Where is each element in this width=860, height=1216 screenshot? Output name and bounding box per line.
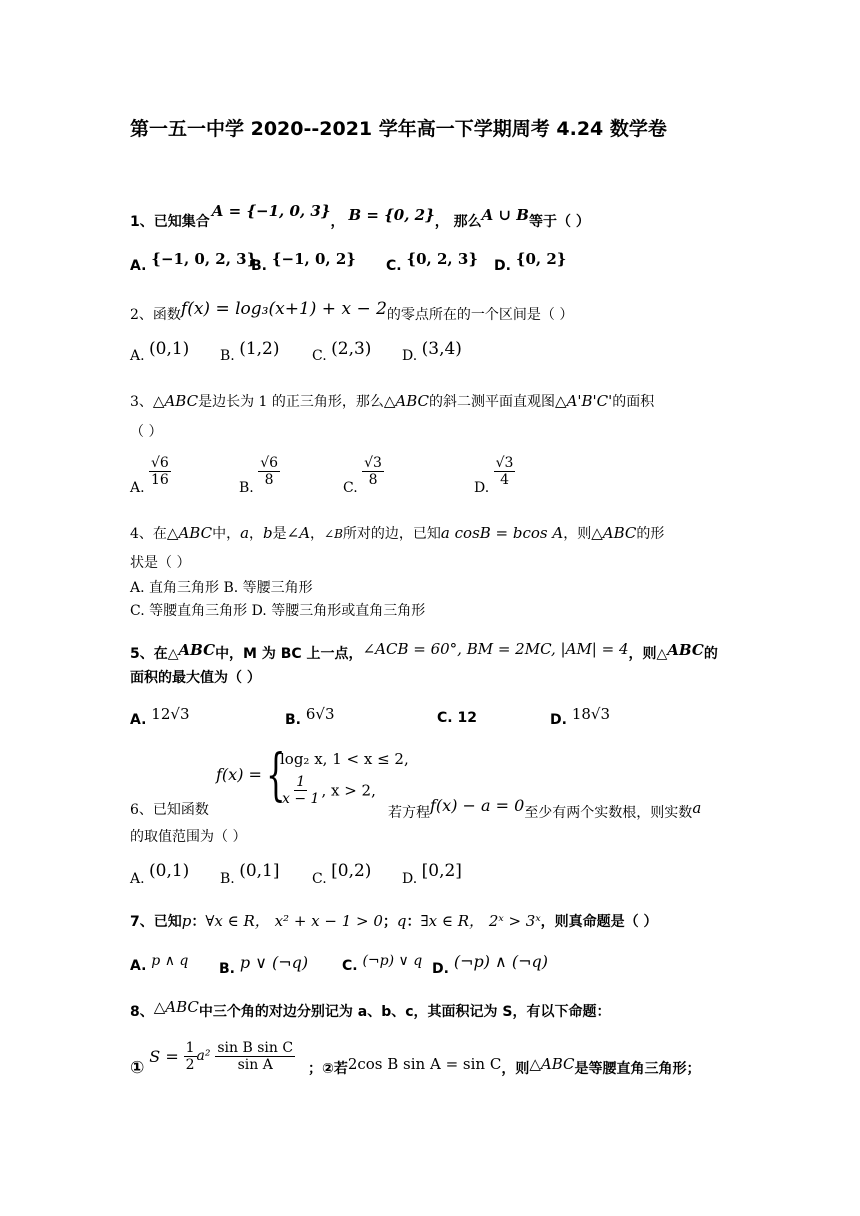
q3-triangle: △ABC: [152, 392, 199, 410]
q6-option-b: [220, 861, 280, 888]
q5-option-a: [130, 705, 190, 728]
q4-angle-b: ∠B: [324, 527, 343, 541]
q3-option-a: [130, 455, 171, 496]
option-fraction: [258, 455, 280, 488]
q4-text: 4、在: [130, 526, 167, 542]
option-letter: B.: [285, 712, 301, 728]
q8-sin-fraction: [215, 1040, 295, 1073]
q3-triangle-prime: △A'B'C': [555, 392, 613, 410]
q3-text: 是边长为 1 的正三角形，那么: [198, 394, 384, 410]
q4-text: ，: [249, 526, 264, 542]
q4-line2: 状是（ ）: [130, 555, 191, 571]
option-letter: C.: [343, 479, 358, 496]
q8-triangle: △ABC: [153, 998, 199, 1016]
option-letter: B.: [219, 961, 235, 977]
fraction-denominator: 8: [264, 472, 274, 489]
q7-option-a: [130, 953, 189, 974]
option-value: {0, 2, 3}: [406, 250, 478, 268]
q7-statement-q: ∃x ∈ R， 2ˣ > 3ˣ: [420, 912, 541, 930]
q3-triangle: △ABC: [383, 392, 430, 410]
q6-case-2: [280, 774, 376, 807]
fraction-denominator: 16: [151, 472, 169, 489]
option-value: [0,2): [331, 861, 372, 881]
q3-text: 的面积: [612, 394, 655, 410]
q3-option-b: [239, 455, 280, 496]
q7-var-p: p: [181, 912, 192, 930]
option-value: p ∧ q: [151, 953, 189, 969]
fraction-numerator: √3: [495, 455, 514, 471]
option-letter: B.: [220, 348, 235, 364]
option-value: (3,4): [421, 339, 462, 359]
fraction-numerator: √6: [260, 455, 279, 471]
q2-option-b: [220, 339, 280, 365]
fraction-denominator: 8: [368, 472, 378, 489]
q1-set-a: A = {−1, 0, 3}: [211, 202, 331, 220]
option-value: {−1, 0, 2, 3}: [151, 250, 257, 268]
option-fraction: [494, 455, 516, 488]
q4-text: 是: [272, 526, 287, 542]
q1-union: A ∪ B: [481, 206, 529, 224]
option-letter: A.: [130, 712, 147, 728]
option-letter: D.: [432, 961, 449, 977]
q4-options-cd: C. 等腰直角三角形 D. 等腰三角形或直角三角形: [130, 603, 426, 619]
q4-text: 中，: [212, 526, 241, 542]
q7-option-d: [432, 952, 548, 977]
option-value: (0,1): [149, 339, 190, 359]
q8-s-equals: S =: [149, 1047, 179, 1066]
q8-line2: [130, 1040, 701, 1078]
q4-equation: a cosB = bcos A: [440, 524, 564, 542]
q4-text: 所对的边，已知: [342, 526, 441, 542]
fraction-denominator: sin A: [237, 1057, 273, 1074]
q5-option-b: [285, 705, 335, 728]
q4-text: ，: [310, 526, 325, 542]
option-letter: D.: [402, 871, 418, 887]
q1-option-c: [386, 250, 478, 274]
option-letter: C.: [312, 348, 327, 364]
q5-triangle: ABC: [178, 641, 216, 659]
q6-case-1: log₂ x, 1 < x ≤ 2,: [280, 750, 409, 768]
q6-rest: [388, 796, 702, 822]
q1-mid: ， 那么: [434, 214, 482, 230]
q7-text: ：: [191, 914, 206, 930]
q6-fx-label: f(x) =: [216, 765, 262, 784]
fraction-denominator: 4: [500, 472, 510, 489]
option-letter: D.: [550, 712, 567, 728]
q4-var-a: a: [240, 524, 250, 542]
q4-options-ab: A. 直角三角形 B. 等腰三角形: [130, 580, 313, 596]
q3-option-d: [474, 455, 515, 496]
option-letter: C.: [342, 958, 358, 974]
q1-comma: ，: [330, 214, 345, 230]
q5-triangle: ABC: [667, 641, 704, 659]
q8-triangle: △ABC: [529, 1054, 575, 1073]
q6-case-2-cond: , x > 2,: [321, 781, 376, 800]
q6-text: 至少有两个实数根，则实数: [524, 805, 693, 821]
q7-text: ；: [382, 914, 397, 930]
q5-option-c: [437, 710, 477, 726]
q8-text: ；②若: [307, 1060, 348, 1077]
q4-text: ，则: [563, 526, 592, 542]
q5-text: 中，M 为 BC 上一点，: [215, 646, 363, 662]
q3-option-c: [343, 455, 384, 496]
option-value: 12√3: [151, 705, 190, 723]
option-letter: A.: [130, 258, 147, 274]
option-value: p ∨ (¬q): [239, 953, 309, 972]
q6-equation: f(x) − a = 0: [430, 796, 525, 815]
q8-condition: 2cos B sin A = sin C: [347, 1054, 502, 1073]
q6-option-c: [312, 861, 372, 888]
q7-option-c: [342, 953, 423, 974]
option-letter: B.: [251, 258, 267, 274]
q5-option-d: [550, 705, 611, 728]
q6-line2: 的取值范围为（ ）: [130, 829, 247, 845]
fraction-numerator: √3: [364, 455, 382, 471]
q4-triangle: △ABC: [166, 524, 213, 542]
q8-half: [184, 1040, 197, 1073]
q4-text: 的形: [636, 526, 665, 542]
option-value: 12: [457, 710, 477, 726]
q5-text: 的: [703, 646, 718, 662]
q4-var-b: b: [263, 524, 273, 542]
q7-statement-p: ∀x ∈ R， x² + x − 1 > 0: [205, 912, 383, 930]
page-title: 第一五一中学 2020--2021 学年高一下学期周考 4.24 数学卷: [130, 118, 667, 140]
q6-text: 若方程: [388, 805, 430, 821]
q8-a-squared: a²: [196, 1048, 211, 1065]
option-value: (0,1): [149, 861, 190, 881]
q4-angle-a: ∠A: [286, 524, 311, 542]
option-letter: A.: [130, 958, 147, 974]
question-5: [130, 640, 718, 663]
option-fraction: [149, 455, 171, 488]
q7-text: ，则真命题是（ ）: [540, 914, 658, 930]
question-4: [130, 524, 664, 543]
q5-line2: 面积的最大值为（ ）: [130, 670, 261, 686]
q6-var-a: a: [692, 799, 702, 817]
question-6: [130, 802, 209, 819]
option-letter: D.: [402, 348, 418, 364]
option-letter: B.: [220, 871, 235, 887]
option-letter: C.: [386, 258, 402, 274]
q1-option-b: [251, 250, 356, 274]
q3-paren: （ ）: [130, 424, 163, 440]
option-letter: D.: [474, 479, 490, 496]
option-value: (0,1]: [239, 861, 280, 881]
question-3: [130, 392, 654, 411]
q2-option-a: [130, 339, 190, 365]
q7-text: 7、已知: [130, 914, 182, 930]
q5-text: 5、在△: [130, 646, 179, 662]
q3-text: 的斜二测平面直观图: [429, 394, 556, 410]
option-value: 6√3: [305, 705, 335, 723]
option-letter: C.: [437, 710, 453, 726]
fraction-denominator: 2: [185, 1057, 195, 1074]
q8-circled-1: ①: [130, 1057, 145, 1078]
option-value: (1,2): [239, 339, 280, 359]
q8-text: ，则: [501, 1060, 530, 1077]
option-letter: A.: [130, 479, 145, 496]
question-8: [130, 998, 611, 1021]
q7-var-q: q: [396, 912, 407, 930]
q6-text: 6、已知函数: [130, 802, 209, 818]
q1-option-d: [494, 250, 567, 274]
q8-text: 中三个角的对边分别记为 a、b、c，其面积记为 S，有以下命题：: [198, 1004, 611, 1020]
option-value: {0, 2}: [515, 250, 567, 268]
brace-icon: {: [266, 743, 286, 808]
fraction-numerator: 1: [185, 1040, 195, 1056]
option-letter: A.: [130, 348, 145, 364]
question-7: [130, 912, 658, 931]
q5-text: ，则△: [628, 646, 668, 662]
q1-option-a: [130, 250, 257, 274]
option-value: [0,2]: [421, 861, 462, 881]
q2-option-d: [402, 339, 462, 365]
q8-text: 是等腰直角三角形；: [574, 1060, 701, 1077]
fraction-denominator: x − 1: [282, 791, 320, 808]
question-2: [130, 299, 574, 324]
option-letter: D.: [494, 258, 511, 274]
q6-option-a: [130, 861, 190, 888]
fraction-numerator: √6: [151, 455, 169, 471]
option-value: (¬p) ∧ (¬q): [453, 952, 548, 971]
option-value: 18√3: [571, 705, 611, 723]
q5-condition: ∠ACB = 60°, BM = 2MC, |AM| = 4: [362, 640, 629, 658]
option-letter: B.: [239, 479, 254, 496]
option-value: (¬p) ∨ q: [362, 953, 423, 969]
fraction-numerator: sin B sin C: [217, 1040, 294, 1056]
q1-suffix: 等于（ ）: [529, 214, 590, 230]
q2-formula: f(x) = log₃(x+1) + x − 2: [180, 299, 387, 319]
q4-triangle: △ABC: [591, 524, 637, 542]
option-fraction: [362, 455, 384, 488]
option-value: (2,3): [331, 339, 372, 359]
fraction-numerator: 1: [296, 774, 306, 790]
q1-prefix: 1、已知集合: [130, 214, 210, 230]
q2-option-c: [312, 339, 372, 365]
q2-suffix: 的零点所在的一个区间是（ ）: [386, 307, 574, 323]
q2-prefix: 2、函数: [130, 307, 181, 323]
option-letter: A.: [130, 871, 145, 887]
question-1: [130, 202, 590, 231]
q6-option-d: [402, 861, 462, 888]
q8-text: 8、: [130, 1004, 154, 1020]
q3-prefix: 3、: [130, 394, 153, 410]
option-letter: C.: [312, 871, 327, 887]
q7-text: ：: [406, 914, 421, 930]
q7-option-b: [219, 953, 309, 977]
option-value: {−1, 0, 2}: [271, 250, 356, 268]
q1-set-b: B = {0, 2}: [348, 206, 435, 224]
